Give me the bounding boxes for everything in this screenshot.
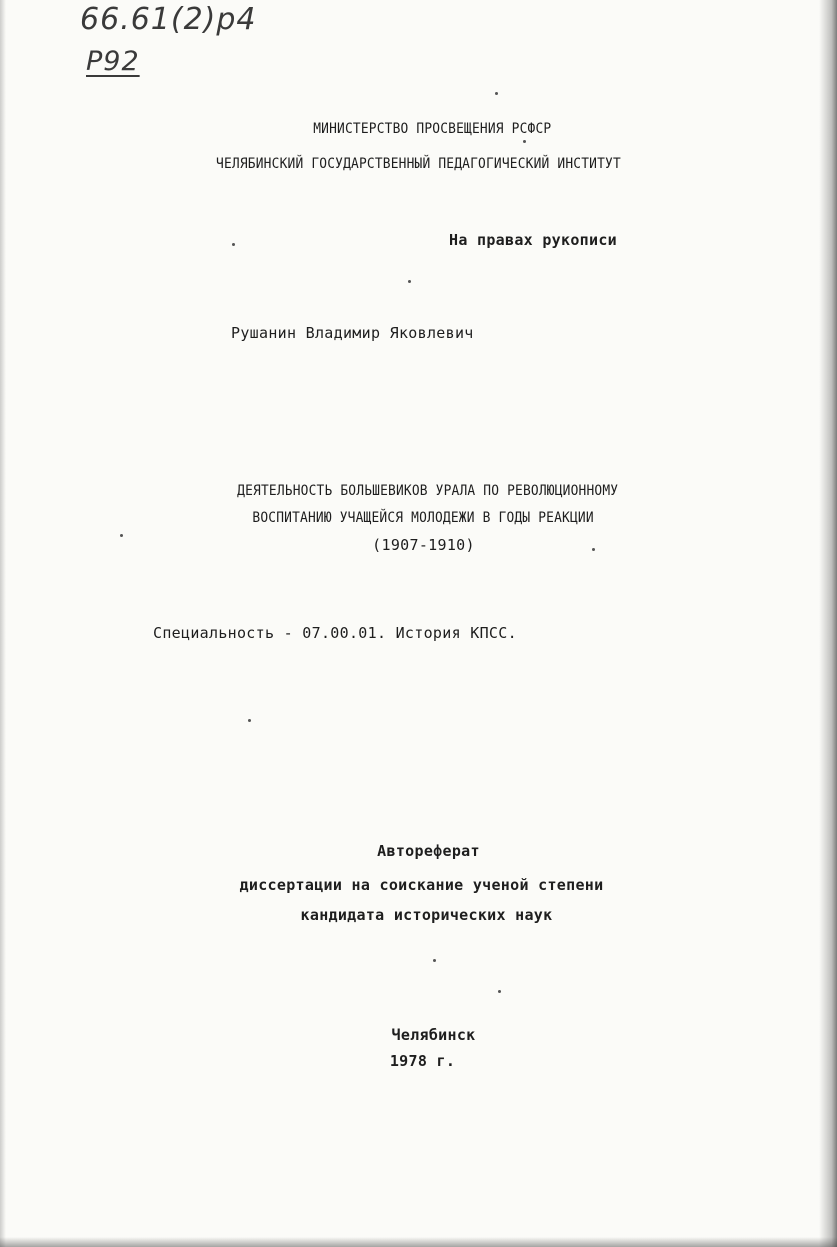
- handwritten-author-sign: Р92: [86, 46, 140, 77]
- scan-speck: [120, 534, 123, 537]
- scan-speck: [523, 140, 526, 143]
- dissertation-years: (1907-1910): [372, 536, 475, 554]
- scan-speck: [498, 990, 501, 993]
- scan-speck: [408, 280, 411, 283]
- document-type-candidate: кандидата исторических наук: [300, 906, 553, 924]
- institute-heading: ЧЕЛЯБИНСКИЙ ГОСУДАРСТВЕННЫЙ ПЕДАГОГИЧЕСКИЙ ИНСТИТУТ: [216, 156, 621, 172]
- scan-speck: [232, 243, 235, 246]
- publication-city: Челябинск: [391, 1026, 476, 1044]
- scan-speck: [495, 92, 498, 95]
- manuscript-rights-note: На правах рукописи: [449, 231, 617, 249]
- author-name: Рушанин Владимир Яковлевич: [231, 324, 474, 342]
- specialty-line: Специальность - 07.00.01. История КПСС.: [153, 624, 517, 642]
- document-type-degree: диссертации на соискание ученой степени: [239, 876, 604, 894]
- publication-year: 1978 г.: [389, 1052, 456, 1070]
- scan-edge-bottom: [0, 1237, 837, 1247]
- dissertation-title-line2: ВОСПИТАНИЮ УЧАЩЕЙСЯ МОЛОДЕЖИ В ГОДЫ РЕАКЦИИ: [252, 510, 594, 526]
- handwritten-classification-code: 66.61(2)р4: [80, 2, 257, 37]
- document-type-abstract: Автореферат: [377, 842, 480, 860]
- scan-speck: [592, 548, 595, 551]
- ministry-heading: МИНИСТЕРСТВО ПРОСВЕЩЕНИЯ РСФСР: [313, 121, 552, 137]
- dissertation-title-line1: ДЕЯТЕЛЬНОСТЬ БОЛЬШЕВИКОВ УРАЛА ПО РЕВОЛЮЦИОННОМУ: [237, 483, 619, 499]
- scan-speck: [433, 959, 436, 962]
- scan-speck: [248, 719, 251, 722]
